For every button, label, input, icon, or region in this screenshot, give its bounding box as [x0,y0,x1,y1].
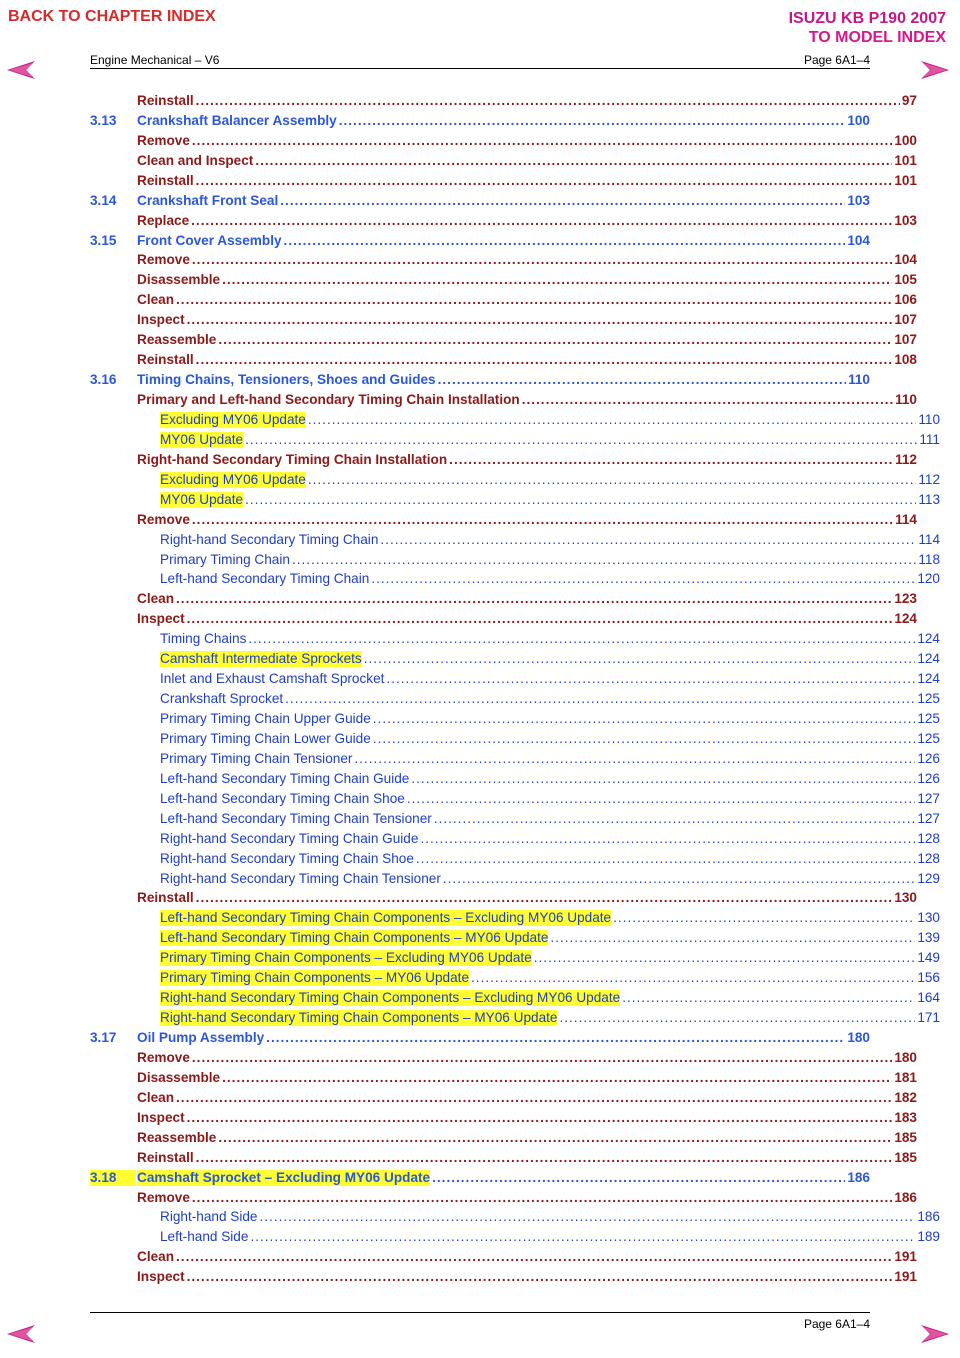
toc-leader-dots [434,811,916,827]
toc-page-number: 124 [917,631,940,647]
toc-entry[interactable] [90,548,940,568]
toc-page-number: 183 [894,1109,917,1125]
toc-entry[interactable] [90,1066,917,1086]
toc-entry-title: Left-hand Secondary Timing Chain Tensioner [160,810,432,826]
toc-entry-title: Primary Timing Chain [160,551,290,567]
toc-entry-title: Reinstall [137,1149,194,1165]
toc-page-number: 171 [917,1010,940,1026]
toc-entry[interactable] [90,488,940,508]
toc-page-number: 127 [917,790,940,806]
toc-entry-title: Inspect [137,312,185,328]
toc-entry-title: Left-hand Secondary Timing Chain [160,571,370,587]
toc-page-number: 130 [917,910,940,926]
toc-page-number: 181 [894,1069,917,1085]
toc-leader-dots [364,651,916,667]
model-title: ISUZU KB P190 2007 [788,10,946,27]
header-rule [90,68,870,69]
toc-entry-title: Timing Chains, Tensioners, Shoes and Guides [137,372,436,388]
toc-entry[interactable] [90,687,940,707]
toc-leader-dots [176,1249,892,1265]
toc-leader-dots [522,392,893,408]
toc-entry-title: MY06 Update [160,491,244,507]
toc-entry[interactable] [90,229,870,249]
toc-page-number: 139 [917,930,940,946]
toc-entry[interactable] [90,647,940,667]
toc-leader-dots [550,930,915,946]
toc-entry[interactable] [90,1265,917,1285]
toc-entry-title: Right-hand Secondary Timing Chain Guide [160,830,419,846]
toc-section-number: 3.13 [90,112,117,128]
toc-leader-dots [192,1050,892,1066]
toc-entry[interactable] [90,348,917,368]
toc-entry-title: Right-hand Secondary Timing Chain Installation [137,451,448,467]
toc-entry[interactable] [90,847,940,867]
toc-entry-title: Inspect [137,1269,185,1285]
toc-leader-dots [266,1030,845,1046]
toc-leader-dots [280,193,845,209]
toc-entry-title: Reassemble [137,1129,217,1145]
toc-entry[interactable] [90,568,940,588]
toc-page-number: 110 [918,411,940,427]
toc-leader-dots [373,711,916,727]
toc-page-number: 128 [917,850,940,866]
toc-leader-dots [176,292,892,308]
toc-page-number: 180 [847,1030,870,1045]
toc-leader-dots [196,173,893,189]
toc-page-number: 127 [917,810,940,826]
toc-leader-dots [196,890,893,906]
toc-page-number: 191 [894,1249,917,1265]
toc-leader-dots [192,512,893,528]
toc-page-number: 103 [847,192,870,208]
toc-entry-title: Crankshaft Front Seal [137,192,279,208]
toc-page-number: 182 [894,1089,917,1105]
toc-page-number: 186 [847,1169,870,1185]
toc-entry-title: Timing Chains [160,631,247,647]
toc-entry[interactable] [90,587,917,607]
toc-entry[interactable] [90,249,917,269]
previous-page-arrow-icon[interactable] [6,60,36,80]
toc-leader-dots [407,791,915,807]
toc-entry-title: Reinstall [137,890,194,906]
toc-page-number: 156 [917,970,940,986]
toc-entry-title: Remove [137,511,190,527]
toc-entry[interactable] [90,1106,917,1126]
toc-leader-dots [176,591,892,607]
toc-page-number: 123 [894,591,917,607]
toc-page-number: 189 [917,1229,940,1245]
toc-entry[interactable] [90,1166,870,1186]
toc-page-number: 110 [848,372,870,388]
toc-section-number: 3.15 [90,232,117,248]
toc-page-number: 164 [917,990,940,1006]
toc-entry[interactable] [90,627,940,647]
toc-page-number: 108 [894,352,917,368]
toc-entry[interactable] [90,129,917,149]
toc-page-number: 180 [894,1049,917,1065]
toc-leader-dots [622,990,915,1006]
toc-page-number: 106 [894,292,917,308]
toc-entry[interactable] [90,787,940,807]
toc-entry-title: Disassemble [137,1069,221,1085]
running-header-page: Page 6A1–4 [803,53,870,67]
toc-page-number: 126 [917,750,940,766]
toc-entry-title: Primary Timing Chain Upper Guide [160,711,371,726]
toc-leader-dots [192,252,892,268]
toc-leader-dots [292,552,916,568]
toc-entry[interactable] [90,946,940,966]
toc-entry[interactable] [90,528,940,548]
toc-page-number: 125 [917,691,940,707]
toc-leader-dots [255,153,892,169]
toc-entry[interactable] [90,1146,917,1166]
toc-entry[interactable] [90,268,917,288]
toc-leader-dots [284,233,846,249]
toc-leader-dots [443,871,915,887]
toc-entry[interactable] [90,189,870,209]
toc-leader-dots [449,452,893,468]
toc-entry-title: Clean [137,292,175,308]
toc-entry[interactable] [90,867,940,887]
toc-page-number: 186 [894,1189,917,1205]
toc-entry[interactable] [90,807,940,827]
toc-page-number: 100 [894,132,917,148]
toc-leader-dots [187,1269,893,1285]
toc-page-number: 110 [895,392,917,407]
toc-page-number: 112 [895,451,917,467]
toc-entry[interactable] [90,448,917,468]
toc-leader-dots [371,571,915,587]
toc-entry-title: Camshaft Sprocket – Excluding MY06 Update [137,1169,431,1185]
toc-page-number: 124 [917,671,940,687]
toc-page-number: 125 [917,711,940,726]
previous-page-arrow-bottom-icon[interactable] [6,1324,36,1344]
toc-leader-dots [245,432,917,448]
toc-entry[interactable] [90,767,940,787]
toc-page-number: 128 [917,830,940,846]
toc-entry[interactable] [90,747,940,767]
toc-entry-title: Replace [137,212,190,228]
toc-entry[interactable] [90,966,940,986]
toc-entry-title: Right-hand Secondary Timing Chain Components – MY06 Update [160,1010,558,1026]
toc-page-number: 97 [901,92,917,108]
toc-page-number: 101 [894,152,917,168]
to-model-index-label: TO MODEL INDEX [808,29,946,46]
toc-entry[interactable] [90,288,917,308]
toc-page-number: 113 [918,491,940,507]
toc-entry[interactable] [90,368,870,388]
toc-leader-dots [218,1130,892,1146]
toc-entry-title: Right-hand Secondary Timing Chain Components – Excluding MY06 Update [160,990,621,1006]
toc-leader-dots [192,1190,892,1206]
toc-page-number: 185 [894,1149,917,1165]
toc-page-number: 103 [894,212,917,228]
toc-leader-dots [432,1170,845,1186]
toc-entry-title: Right-hand Secondary Timing Chain Shoe [160,850,414,866]
toc-entry[interactable] [90,1046,917,1066]
toc-entry[interactable] [90,1225,940,1245]
toc-section-number: 3.18 [90,1170,136,1186]
toc-leader-dots [250,1229,915,1245]
toc-page-number: 111 [919,431,940,447]
toc-leader-dots [471,970,915,986]
toc-leader-dots [260,1209,916,1225]
toc-leader-dots [339,113,846,129]
toc-entry-title: Clean [137,1089,175,1105]
toc-leader-dots [191,213,892,229]
toc-leader-dots [438,372,846,388]
toc-leader-dots [416,851,915,867]
toc-leader-dots [534,950,916,966]
toc-leader-dots [386,671,915,687]
toc-entry-title: MY06 Update [160,431,244,447]
toc-page-number: 186 [917,1209,940,1225]
toc-leader-dots [187,312,893,328]
footer-page-number: Page 6A1–4 [803,1317,870,1331]
toc-entry-title: Primary and Left-hand Secondary Timing Chain Installation [137,392,520,407]
toc-entry-title: Crankshaft Balancer Assembly [137,112,337,128]
toc-entry-title: Primary Timing Chain Components – MY06 Update [160,970,470,986]
model-index-link[interactable] [789,9,946,47]
toc-entry[interactable] [90,607,917,627]
toc-leader-dots [218,332,892,348]
toc-entry[interactable] [90,887,917,907]
toc-entry-title: Oil Pump Assembly [137,1030,265,1045]
toc-entry-title: Clean and Inspect [137,152,254,168]
toc-entry-title: Reinstall [137,92,194,108]
toc-page-number: 125 [917,730,940,746]
footer-rule [90,1312,870,1313]
next-page-arrow-bottom-icon[interactable] [920,1324,950,1344]
toc-entry[interactable] [90,1186,917,1206]
toc-entry-title: Excluding MY06 Update [160,471,306,487]
toc-page-number: 149 [917,950,940,966]
toc-entry-title: Right-hand Secondary Timing Chain [160,531,379,547]
toc-entry[interactable] [90,169,917,189]
toc-entry-title: Reinstall [137,172,194,188]
toc-entry[interactable] [90,1086,917,1106]
toc-entry-title: Left-hand Side [160,1229,249,1245]
toc-entry-title: Front Cover Assembly [137,232,282,248]
toc-page-number: 104 [847,232,870,248]
toc-entry-title: Right-hand Secondary Timing Chain Tensioner [160,870,441,886]
toc-entry-title: Clean [137,1249,175,1265]
toc-entry-title: Inspect [137,1109,185,1125]
toc-page-number: 191 [894,1269,917,1285]
toc-page-number: 124 [917,651,940,667]
toc-entry[interactable] [90,827,940,847]
toc-entry[interactable] [90,1026,870,1046]
toc-section-number: 3.16 [90,372,117,388]
toc-entry-title: Excluding MY06 Update [160,411,306,427]
toc-entry[interactable] [90,667,940,687]
toc-section-number: 3.14 [90,192,117,208]
toc-entry-title: Remove [137,1189,190,1205]
toc-entry-title: Remove [137,132,190,148]
toc-entry[interactable] [90,926,940,946]
toc-entry-title: Crankshaft Sprocket [160,691,284,707]
toc-entry-title: Reinstall [137,352,194,368]
toc-leader-dots [380,532,916,548]
toc-page-number: 130 [894,890,917,906]
table-of-contents [90,89,940,1285]
toc-page-number: 118 [918,551,940,567]
toc-leader-dots [192,133,892,149]
toc-section-number: 3.17 [90,1030,117,1045]
toc-entry-title: Camshaft Intermediate Sprockets [160,651,362,667]
toc-entry[interactable] [90,906,940,926]
toc-entry-title: Inlet and Exhaust Camshaft Sprocket [160,671,385,687]
toc-leader-dots [176,1090,892,1106]
toc-page-number: 114 [895,511,917,527]
toc-page-number: 107 [894,332,917,348]
toc-page-number: 101 [894,172,917,188]
toc-entry[interactable] [90,428,940,448]
toc-entry-title: Left-hand Secondary Timing Chain Shoe [160,790,405,806]
toc-leader-dots [420,831,915,847]
toc-entry-title: Disassemble [137,272,221,288]
toc-entry[interactable] [90,986,940,1006]
toc-page-number: 120 [917,571,940,587]
toc-entry[interactable] [90,109,870,129]
toc-leader-dots [196,352,893,368]
toc-leader-dots [308,472,916,488]
toc-leader-dots [559,1010,915,1026]
toc-entry-title: Primary Timing Chain Tensioner [160,750,353,766]
toc-leader-dots [187,611,893,627]
toc-leader-dots [222,272,892,288]
toc-entry[interactable] [90,707,940,727]
toc-entry-title: Remove [137,252,190,268]
toc-entry-title: Right-hand Side [160,1209,258,1225]
toc-entry[interactable] [90,1126,917,1146]
toc-page-number: 129 [917,870,940,886]
toc-entry[interactable] [90,1206,940,1226]
toc-page-number: 104 [894,252,917,268]
toc-page-number: 114 [918,531,940,547]
toc-entry-title: Remove [137,1049,190,1065]
toc-entry-title: Left-hand Secondary Timing Chain Components – Excluding MY06 Update [160,910,612,926]
toc-entry[interactable] [90,508,917,528]
toc-leader-dots [187,1110,893,1126]
running-header-title: Engine Mechanical – V6 [90,53,220,67]
toc-entry-title: Left-hand Secondary Timing Chain Components – MY06 Update [160,930,549,946]
toc-entry-title: Primary Timing Chain Lower Guide [160,730,371,746]
toc-entry[interactable] [90,1245,917,1265]
toc-entry-title: Clean [137,591,175,607]
toc-entry[interactable] [90,328,917,348]
toc-leader-dots [285,691,915,707]
toc-entry[interactable] [90,727,940,747]
back-to-chapter-index-link[interactable]: BACK TO CHAPTER INDEX [8,8,216,25]
toc-entry[interactable] [90,1006,940,1026]
toc-entry[interactable] [90,468,940,488]
toc-page-number: 107 [894,312,917,328]
toc-leader-dots [196,93,900,109]
toc-page-number: 126 [917,770,940,786]
toc-entry[interactable] [90,149,917,169]
toc-page-number: 112 [918,471,940,487]
toc-leader-dots [613,910,915,926]
toc-leader-dots [245,492,916,508]
toc-leader-dots [373,731,916,747]
toc-leader-dots [354,751,915,767]
toc-entry-title: Primary Timing Chain Components – Excluding MY06 Update [160,950,532,966]
toc-entry[interactable] [90,308,917,328]
next-page-arrow-icon[interactable] [920,60,950,80]
toc-leader-dots [411,771,915,787]
toc-entry[interactable] [90,388,917,408]
toc-entry-title: Reassemble [137,332,217,348]
toc-entry[interactable] [90,209,917,229]
toc-page-number: 185 [894,1129,917,1145]
toc-entry[interactable] [90,89,917,109]
toc-entry[interactable] [90,408,940,428]
toc-page-number: 124 [894,611,917,627]
toc-leader-dots [248,631,915,647]
toc-entry-title: Inspect [137,611,185,627]
toc-leader-dots [196,1150,893,1166]
toc-leader-dots [222,1070,892,1086]
toc-entry-title: Left-hand Secondary Timing Chain Guide [160,770,410,786]
toc-page-number: 100 [847,112,870,128]
toc-leader-dots [308,412,916,428]
toc-page-number: 105 [894,272,917,288]
